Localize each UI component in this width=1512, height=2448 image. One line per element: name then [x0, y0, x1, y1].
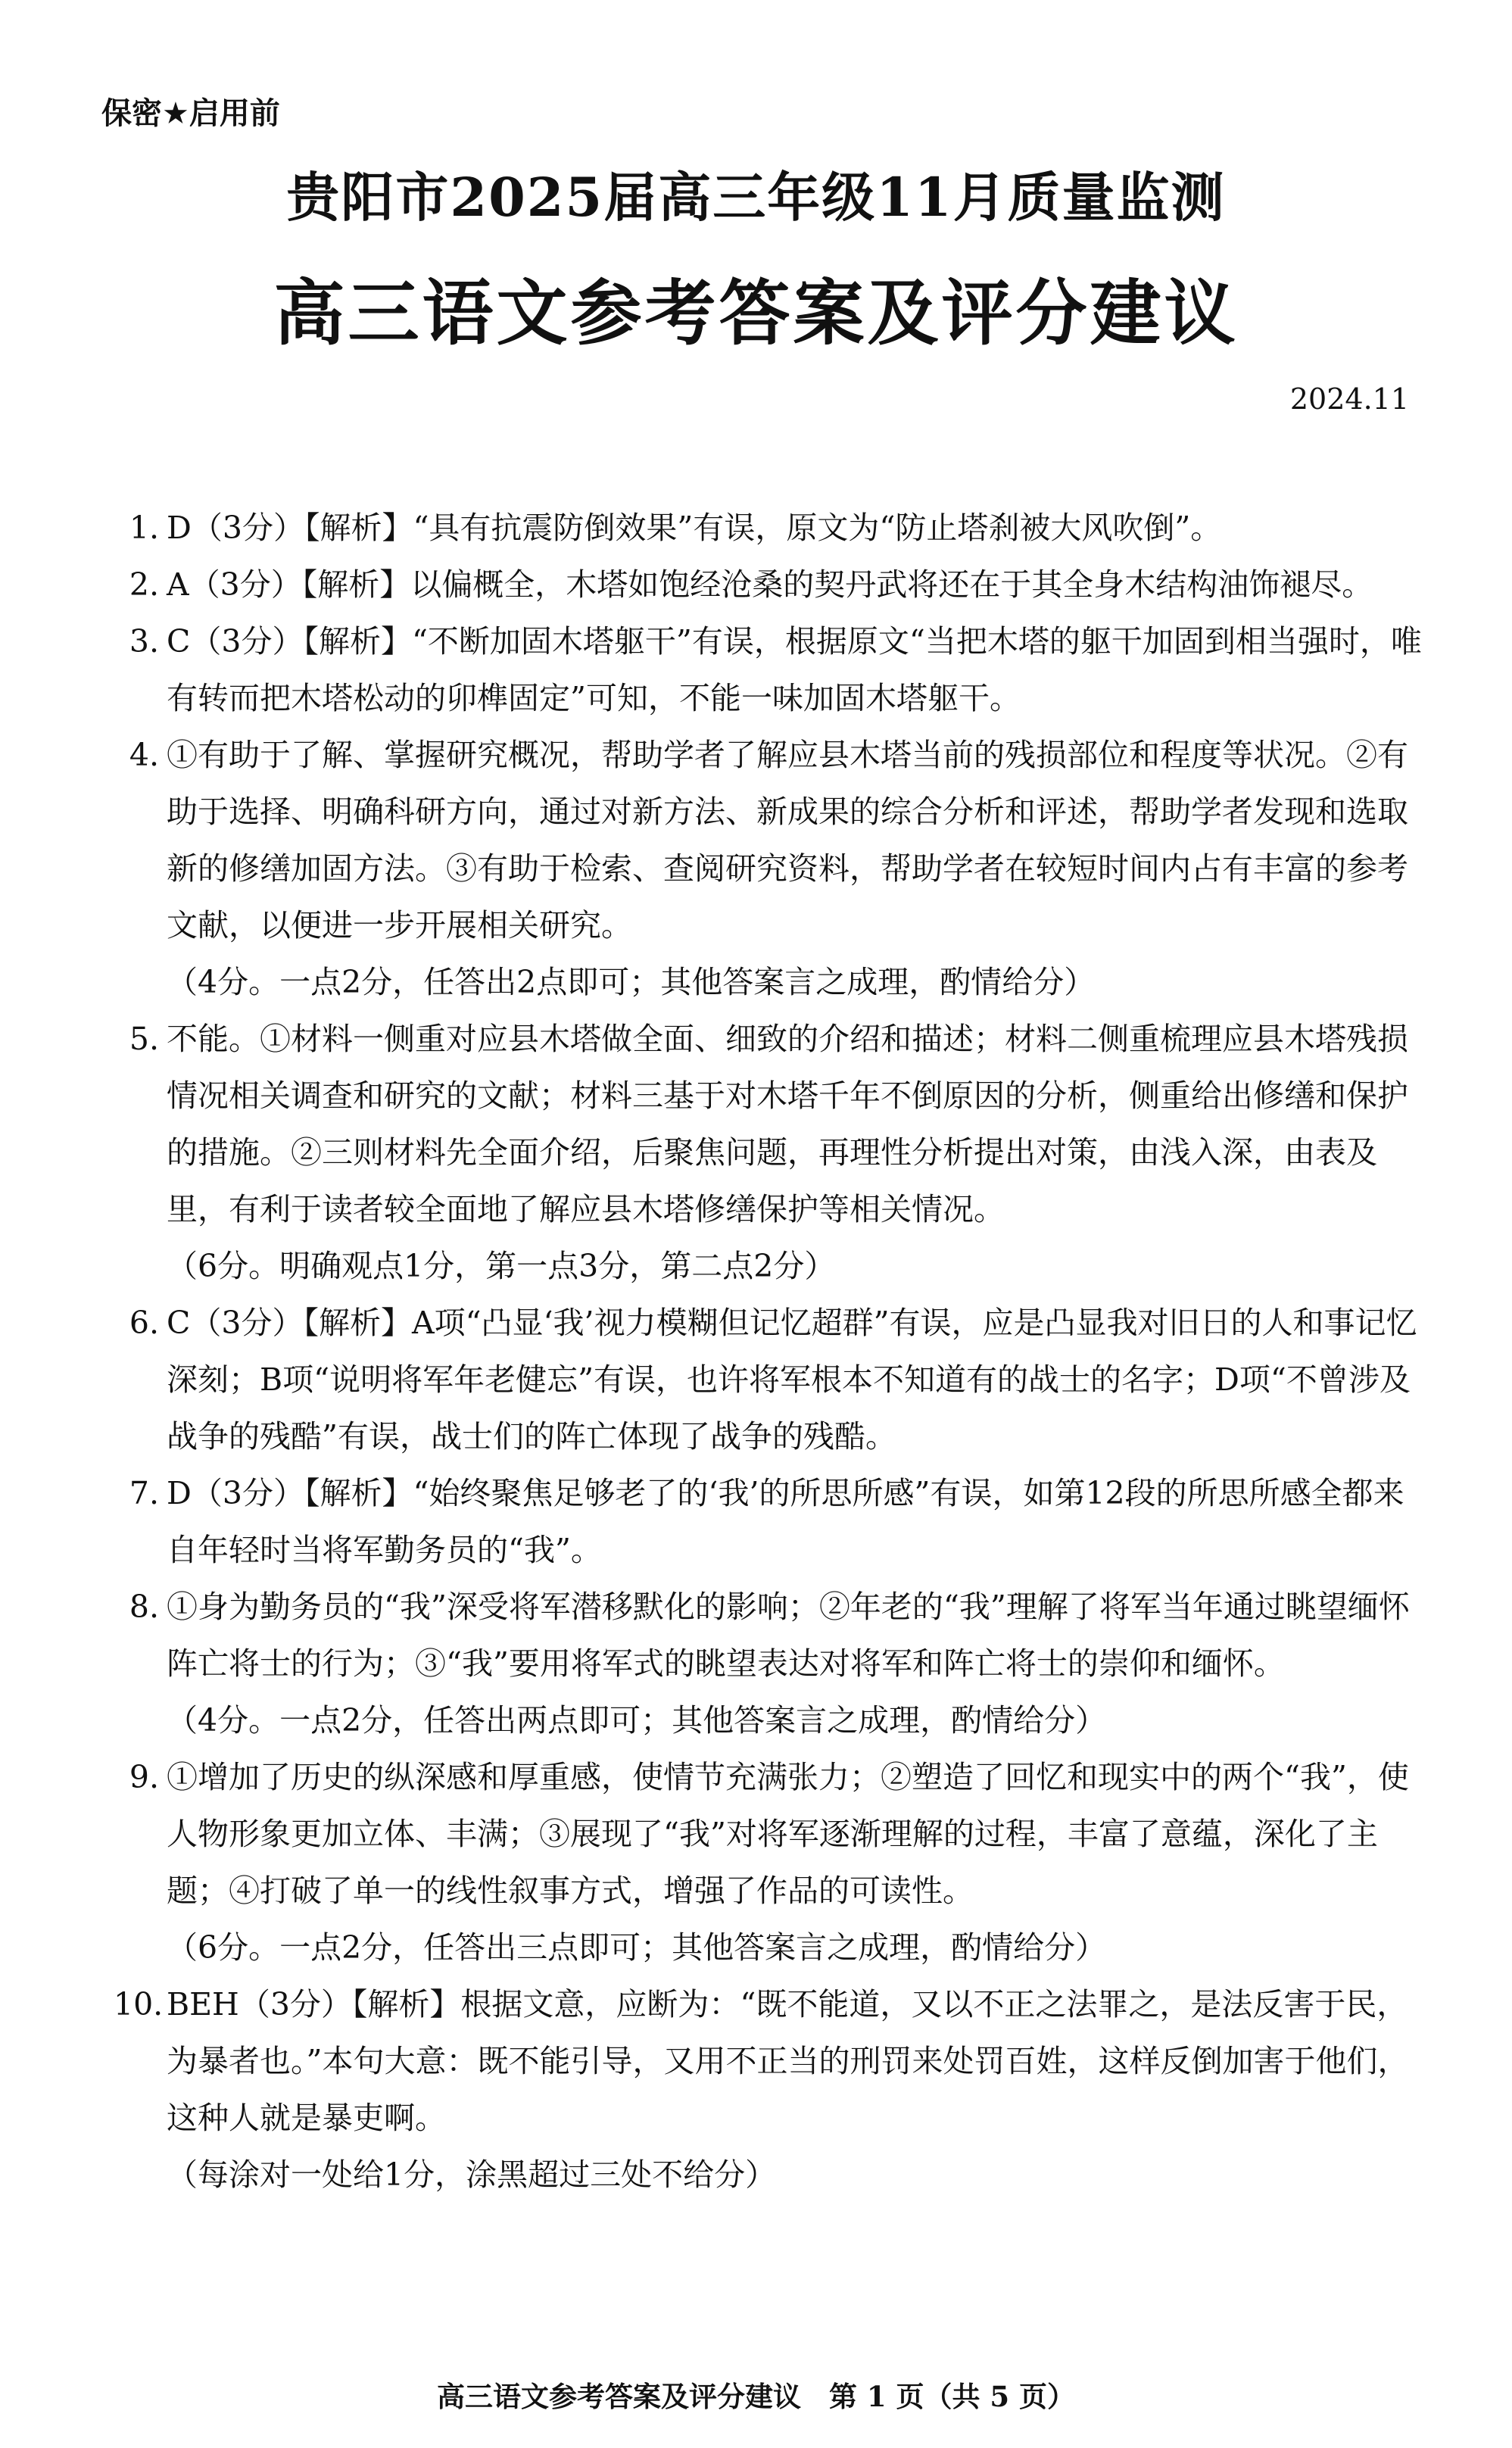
- question-number: 7.: [129, 1475, 159, 1511]
- question-number: 1.: [129, 510, 159, 546]
- scoring-note: （4分。一点2分，任答出两点即可；其他答案言之成理，酌情给分）: [167, 1702, 1107, 1739]
- answer-item: [114, 1295, 1423, 1465]
- question-number: 3.: [129, 623, 159, 660]
- scoring-note: （6分。一点2分，任答出三点即可；其他答案言之成理，酌情给分）: [167, 1929, 1107, 1966]
- scoring-note: （每涂对一处给1分，涂黑超过三处不给分）: [167, 2156, 777, 2193]
- answer-text: BEH（3分）【解析】根据文意，应断为：“既不能道，又以不正之法罪之，是法反害于民，为暴者也。”本句大意：既不能引导，又用不正当的刑罚来处罚百姓，这样反倒加害于他们，这种人就是暴吏啊。: [167, 1986, 1409, 2136]
- confidential-label: 保密★启用前: [101, 96, 280, 131]
- question-number: 6.: [129, 1305, 159, 1341]
- question-number: 5.: [129, 1021, 159, 1057]
- question-number: 8.: [129, 1589, 159, 1625]
- answer-text: 不能。①材料一侧重对应县木塔做全面、细致的介绍和描述；材料二侧重梳理应县木塔残损情况相关调查和研究的文献；材料三基于对木塔千年不倒原因的分析，侧重给出修缮和保护的措施。②三则材料先全面介绍，后聚焦问题，再理性分析提出对策，由浅入深，由表及里，有利于读者较全面地了解应县木塔修缮保护等相关情况。: [167, 1021, 1408, 1227]
- answer-text: C（3分）【解析】A项“凸显‘我’视力模糊但记忆超群”有误，应是凸显我对旧日的人和事记忆深刻；B项“说明将军年老健忘”有误，也许将军根本不知道有的战士的名字；D项“不曾涉及战争的残酷”有误，战士们的阵亡体现了战争的残酷。: [167, 1305, 1417, 1455]
- scoring-note: （6分。明确观点1分，第一点3分，第二点2分）: [167, 1248, 836, 1284]
- answer-item: [114, 727, 1423, 1011]
- answer-text: ①有助于了解、掌握研究概况，帮助学者了解应县木塔当前的残损部位和程度等状况。②有助于选择、明确科研方向，通过对新方法、新成果的综合分析和评述，帮助学者发现和选取新的修缮加固方法。③有助于检索、查阅研究资料，帮助学者在较短时间内占有丰富的参考文献，以便进一步开展相关研究。: [167, 737, 1408, 943]
- answer-item: [114, 613, 1423, 727]
- answer-item: [114, 1011, 1423, 1295]
- answer-item: [114, 1749, 1423, 1976]
- answer-item: [114, 1465, 1423, 1579]
- answer-text: D（3分）【解析】“具有抗震防倒效果”有误，原文为“防止塔刹被大风吹倒”。: [167, 510, 1222, 546]
- answer-text: ①身为勤务员的“我”深受将军潜移默化的影响；②年老的“我”理解了将军当年通过眺望缅怀阵亡将士的行为；③“我”要用将军式的眺望表达对将军和阵亡将士的崇仰和缅怀。: [167, 1589, 1410, 1682]
- answer-item: [114, 500, 1423, 557]
- question-number: 4.: [129, 737, 159, 773]
- page-footer: 高三语文参考答案及评分建议 第 1 页（共 5 页）: [436, 2380, 1075, 2413]
- answer-list: [114, 500, 1423, 2203]
- answer-text: D（3分）【解析】“始终聚焦足够老了的‘我’的所思所感”有误，如第12段的所思所感全都来自年轻时当将军勤务员的“我”。: [167, 1475, 1404, 1568]
- answer-text: ①增加了历史的纵深感和厚重感，使情节充满张力；②塑造了回忆和现实中的两个“我”，使人物形象更加立体、丰满；③展现了“我”对将军逐渐理解的过程，丰富了意蕴，深化了主题；④打破了单一的线性叙事方式，增强了作品的可读性。: [167, 1759, 1409, 1909]
- answer-item: [114, 1976, 1423, 2203]
- answer-item: [114, 557, 1423, 613]
- document-title: 高三语文参考答案及评分建议: [273, 272, 1239, 355]
- exam-title: 贵阳市2025届高三年级11月质量监测: [286, 166, 1226, 229]
- answer-text: C（3分）【解析】“不断加固木塔躯干”有误，根据原文“当把木塔的躯干加固到相当强时，唯有转而把木塔松动的卯榫固定”可知，不能一味加固木塔躯干。: [167, 623, 1422, 716]
- scoring-note: （4分。一点2分，任答出2点即可；其他答案言之成理，酌情给分）: [167, 964, 1096, 1000]
- question-number: 10.: [114, 1986, 164, 2022]
- question-number: 9.: [129, 1759, 159, 1795]
- question-number: 2.: [129, 566, 159, 603]
- answer-text: A（3分）【解析】以偏概全，木塔如饱经沧桑的契丹武将还在于其全身木结构油饰褪尽。: [167, 566, 1373, 603]
- document-date: 2024.11: [1289, 382, 1409, 416]
- answer-item: [114, 1579, 1423, 1749]
